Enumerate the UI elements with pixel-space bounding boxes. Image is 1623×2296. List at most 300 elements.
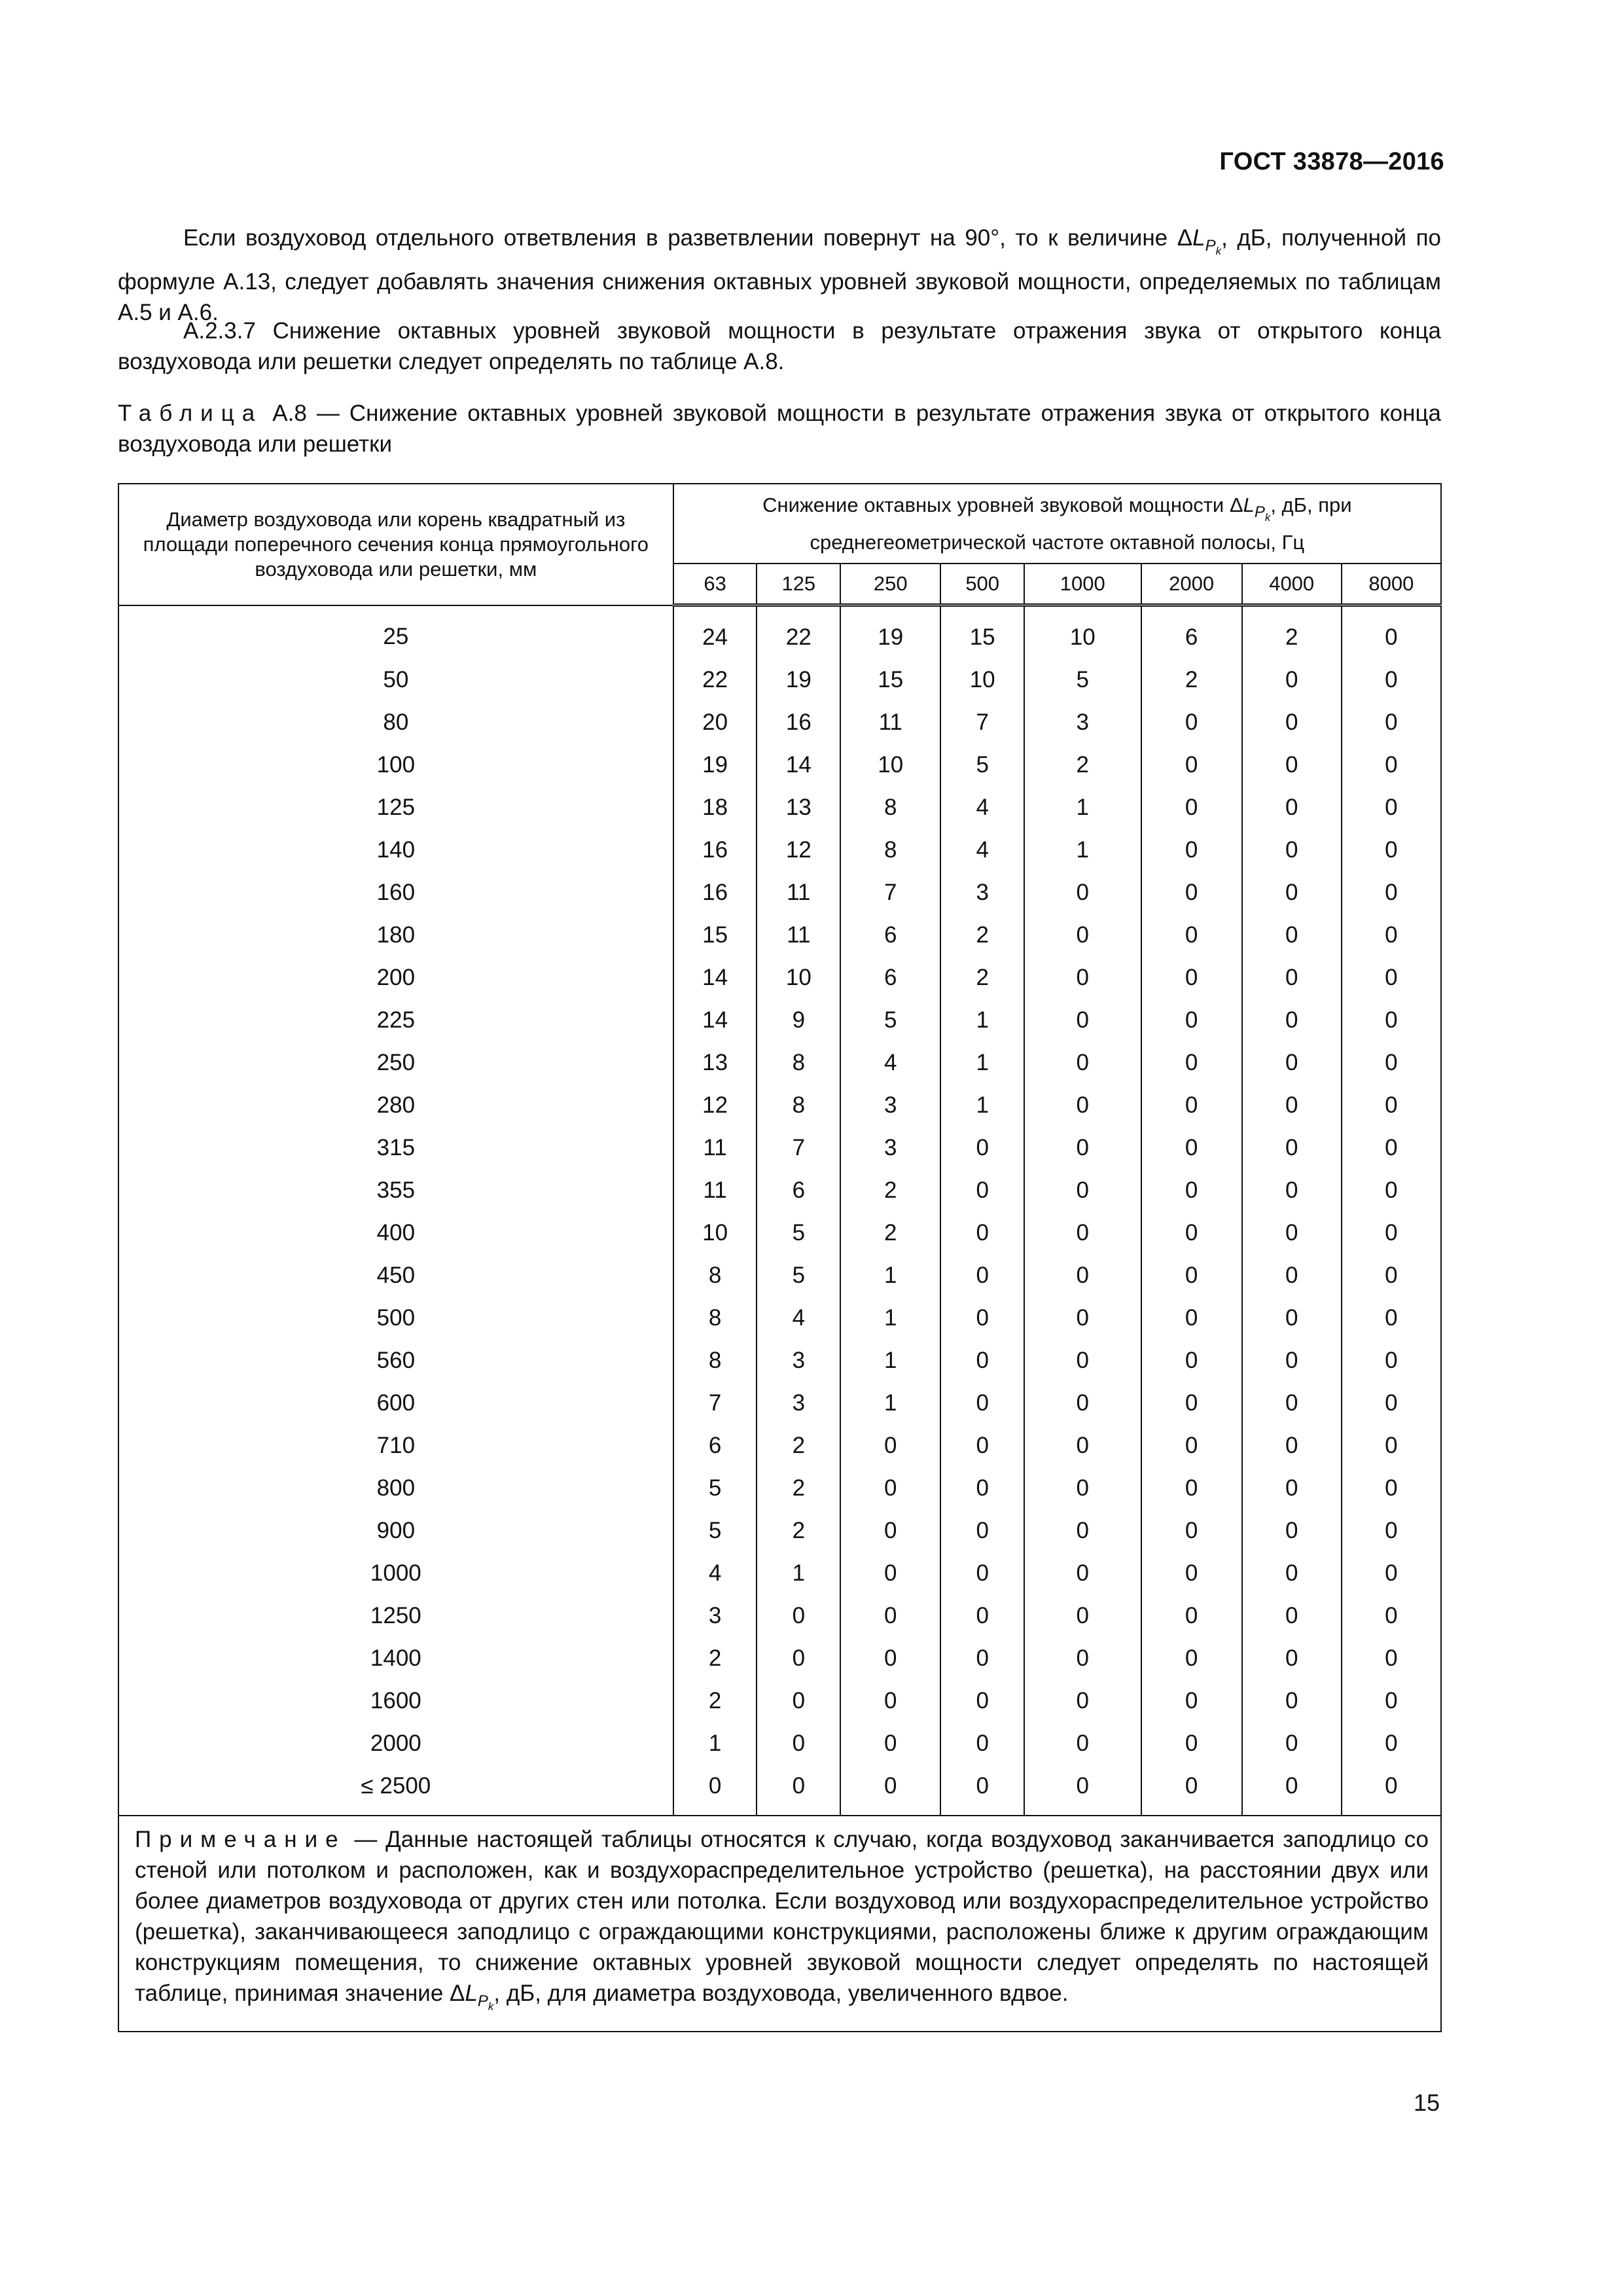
value-cell: 0: [1141, 1297, 1242, 1339]
value-cell: 0: [1242, 1637, 1342, 1679]
value-cell: 7: [673, 1382, 757, 1424]
value-cell: 0: [1024, 1637, 1141, 1679]
value-cell: 6: [673, 1424, 757, 1467]
value-cell: 0: [1342, 1254, 1441, 1297]
value-cell: 0: [1141, 1637, 1242, 1679]
value-cell: 2: [940, 956, 1024, 999]
frequency-header: 63: [673, 564, 757, 605]
value-cell: 0: [1342, 1679, 1441, 1722]
value-cell: 0: [1024, 1297, 1141, 1339]
value-cell: 0: [940, 1424, 1024, 1467]
value-cell: 0: [940, 1552, 1024, 1594]
value-cell: 20: [673, 701, 757, 744]
value-cell: 0: [840, 1722, 940, 1765]
value-cell: 2: [1024, 744, 1141, 786]
table-row: [118, 1467, 1441, 1509]
value-cell: 7: [840, 871, 940, 914]
value-cell: 22: [673, 658, 757, 701]
value-cell: 0: [1024, 914, 1141, 956]
value-cell: 10: [1024, 605, 1141, 659]
column-header-reduction: Снижение октавных уровней звуковой мощности $\Delta L_{P_k}$, дБ, при среднегеометрической частоте октавной полосы, Гц: [673, 484, 1441, 564]
diameter-cell: 500: [118, 1297, 673, 1339]
value-cell: 0: [840, 1552, 940, 1594]
value-cell: 0: [940, 1211, 1024, 1254]
value-cell: 0: [840, 1637, 940, 1679]
value-cell: 0: [1242, 701, 1342, 744]
value-cell: 19: [757, 658, 840, 701]
table-row: [118, 1339, 1441, 1382]
value-cell: 4: [840, 1041, 940, 1084]
value-cell: 0: [1342, 999, 1441, 1041]
table-row: [118, 605, 1441, 659]
value-cell: 8: [840, 829, 940, 871]
value-cell: 4: [940, 829, 1024, 871]
value-cell: 0: [1242, 1297, 1342, 1339]
value-cell: 0: [1242, 1169, 1342, 1211]
value-cell: 0: [1141, 1084, 1242, 1126]
value-cell: 0: [1024, 1126, 1141, 1169]
value-cell: 3: [757, 1382, 840, 1424]
value-cell: 0: [1141, 1765, 1242, 1816]
value-cell: 12: [673, 1084, 757, 1126]
value-cell: 1: [1024, 829, 1141, 871]
table-row: [118, 1041, 1441, 1084]
value-cell: 8: [673, 1297, 757, 1339]
table-row: [118, 1637, 1441, 1679]
diameter-cell: 355: [118, 1169, 673, 1211]
value-cell: 0: [1342, 829, 1441, 871]
value-cell: 2: [940, 914, 1024, 956]
table-row: [118, 1594, 1441, 1637]
diameter-cell: 1400: [118, 1637, 673, 1679]
value-cell: 1: [673, 1722, 757, 1765]
value-cell: 5: [940, 744, 1024, 786]
table-row: [118, 829, 1441, 871]
value-cell: 0: [940, 1126, 1024, 1169]
value-cell: 11: [673, 1169, 757, 1211]
value-cell: 16: [673, 829, 757, 871]
value-cell: 0: [1342, 744, 1441, 786]
value-cell: 12: [757, 829, 840, 871]
value-cell: 2: [1141, 658, 1242, 701]
diameter-cell: 2000: [118, 1722, 673, 1765]
value-cell: 0: [673, 1765, 757, 1816]
value-cell: 0: [1024, 1467, 1141, 1509]
table-note: Примечание — Данные настоящей таблицы относятся к случаю, когда воздуховод заканчивается заподлицо со стеной или потолком и расположен, как и воздухораспределительное устройство (решетка), на расстоянии двух или более диаметров воздуховода от других стен или потолка. Если воздуховод или воздухораспределительное устройство (решетка), заканчивающееся заподлицо с ограждающими конструкциями, расположены ближе к другим ограждающим конструкциям помещения, то снижение октавных уровней звуковой мощности следует определять по настоящей таблице, принимая значение $\Delta L_{P_k}$, дБ, для диаметра воздуховода, увеличенного вдвое.: [118, 1816, 1441, 2032]
value-cell: 10: [840, 744, 940, 786]
value-cell: 8: [673, 1254, 757, 1297]
value-cell: 0: [940, 1509, 1024, 1552]
diameter-cell: 50: [118, 658, 673, 701]
value-cell: 7: [757, 1126, 840, 1169]
value-cell: 10: [940, 658, 1024, 701]
value-cell: 0: [1141, 1594, 1242, 1637]
value-cell: 1: [940, 999, 1024, 1041]
reduction-table: [118, 483, 1442, 2032]
table-row: [118, 1084, 1441, 1126]
frequency-header: 8000: [1342, 564, 1441, 605]
value-cell: 0: [1342, 1722, 1441, 1765]
value-cell: 2: [757, 1424, 840, 1467]
value-cell: 15: [840, 658, 940, 701]
value-cell: 0: [1342, 701, 1441, 744]
table-row: [118, 914, 1441, 956]
table-row: [118, 1211, 1441, 1254]
value-cell: 1: [840, 1382, 940, 1424]
value-cell: 4: [673, 1552, 757, 1594]
diameter-cell: 250: [118, 1041, 673, 1084]
value-cell: 1: [840, 1297, 940, 1339]
value-cell: 0: [1342, 1297, 1441, 1339]
paragraph-branch-rotation: [118, 223, 1441, 328]
value-cell: 6: [1141, 605, 1242, 659]
value-cell: 0: [1024, 1679, 1141, 1722]
value-cell: 0: [940, 1765, 1024, 1816]
table-row: [118, 871, 1441, 914]
value-cell: 13: [673, 1041, 757, 1084]
value-cell: 0: [1024, 1765, 1141, 1816]
value-cell: 2: [1242, 605, 1342, 659]
value-cell: 0: [840, 1424, 940, 1467]
table-row: [118, 1765, 1441, 1816]
value-cell: 5: [673, 1509, 757, 1552]
diameter-cell: 125: [118, 786, 673, 829]
value-cell: 8: [673, 1339, 757, 1382]
value-cell: 6: [840, 914, 940, 956]
value-cell: 0: [940, 1339, 1024, 1382]
value-cell: 0: [1024, 1509, 1141, 1552]
value-cell: 0: [1141, 1126, 1242, 1169]
value-cell: 3: [757, 1339, 840, 1382]
value-cell: 5: [840, 999, 940, 1041]
value-cell: 0: [840, 1594, 940, 1637]
value-cell: 0: [1342, 786, 1441, 829]
value-cell: 0: [1141, 1722, 1242, 1765]
diameter-cell: 450: [118, 1254, 673, 1297]
diameter-cell: 1600: [118, 1679, 673, 1722]
value-cell: 0: [1141, 1041, 1242, 1084]
value-cell: 11: [757, 914, 840, 956]
value-cell: 10: [673, 1211, 757, 1254]
value-cell: 0: [940, 1637, 1024, 1679]
value-cell: 2: [840, 1169, 940, 1211]
value-cell: 0: [1342, 1424, 1441, 1467]
value-cell: 0: [1141, 701, 1242, 744]
paragraph-text: Если воздуховод отдельного ответвления в разветвлении повернут на 90°, то к величине: [183, 225, 1177, 251]
formula-delta-lpk: $\Delta L_{P_k}$: [1229, 493, 1271, 524]
value-cell: 0: [940, 1297, 1024, 1339]
value-cell: 0: [757, 1679, 840, 1722]
frequency-header: 2000: [1141, 564, 1242, 605]
value-cell: 9: [757, 999, 840, 1041]
value-cell: 0: [1342, 1169, 1441, 1211]
value-cell: 0: [1024, 871, 1141, 914]
value-cell: 0: [1242, 999, 1342, 1041]
diameter-cell: 315: [118, 1126, 673, 1169]
formula-delta-lpk: $\Delta L_{P_k}$: [1177, 225, 1222, 257]
note-label: Примечание: [135, 1827, 346, 1852]
value-cell: 3: [940, 871, 1024, 914]
value-cell: 0: [1141, 1169, 1242, 1211]
value-cell: 0: [757, 1722, 840, 1765]
value-cell: 0: [940, 1679, 1024, 1722]
table-row: [118, 1169, 1441, 1211]
value-cell: 0: [1024, 1169, 1141, 1211]
value-cell: 0: [1141, 1211, 1242, 1254]
value-cell: 19: [840, 605, 940, 659]
value-cell: 0: [1024, 956, 1141, 999]
value-cell: 0: [1242, 1722, 1342, 1765]
value-cell: 0: [1342, 914, 1441, 956]
value-cell: 0: [1342, 1382, 1441, 1424]
value-cell: 22: [757, 605, 840, 659]
table-row: [118, 1297, 1441, 1339]
value-cell: 1: [840, 1254, 940, 1297]
value-cell: 0: [1342, 1339, 1441, 1382]
diameter-cell: 1000: [118, 1552, 673, 1594]
diameter-cell: 900: [118, 1509, 673, 1552]
value-cell: 0: [940, 1254, 1024, 1297]
value-cell: 0: [1024, 1424, 1141, 1467]
caption-label: Таблица: [118, 401, 263, 426]
frequency-header: 4000: [1242, 564, 1342, 605]
value-cell: 0: [1242, 1467, 1342, 1509]
value-cell: 0: [1242, 829, 1342, 871]
diameter-cell: 400: [118, 1211, 673, 1254]
value-cell: 0: [1024, 1382, 1141, 1424]
value-cell: 0: [1242, 1594, 1342, 1637]
value-cell: 0: [1342, 1765, 1441, 1816]
value-cell: 0: [1342, 1084, 1441, 1126]
table-row: [118, 1509, 1441, 1552]
value-cell: 14: [673, 956, 757, 999]
value-cell: 0: [940, 1467, 1024, 1509]
value-cell: 0: [1242, 658, 1342, 701]
table-row: [118, 1126, 1441, 1169]
value-cell: 15: [673, 914, 757, 956]
value-cell: 14: [673, 999, 757, 1041]
value-cell: 16: [673, 871, 757, 914]
frequency-header: 500: [940, 564, 1024, 605]
table-row: [118, 1382, 1441, 1424]
frequency-header: 125: [757, 564, 840, 605]
value-cell: 0: [1141, 1679, 1242, 1722]
diameter-cell: 800: [118, 1467, 673, 1509]
value-cell: 0: [1024, 1594, 1141, 1637]
value-cell: 0: [1242, 1679, 1342, 1722]
value-cell: 1: [840, 1339, 940, 1382]
value-cell: 16: [757, 701, 840, 744]
diameter-cell: 225: [118, 999, 673, 1041]
table-row: [118, 701, 1441, 744]
value-cell: 0: [1242, 1041, 1342, 1084]
value-cell: 0: [1242, 1339, 1342, 1382]
value-cell: 0: [757, 1637, 840, 1679]
value-cell: 8: [840, 786, 940, 829]
value-cell: 4: [940, 786, 1024, 829]
value-cell: 0: [1141, 914, 1242, 956]
value-cell: 3: [1024, 701, 1141, 744]
table-row: [118, 1679, 1441, 1722]
value-cell: 15: [940, 605, 1024, 659]
value-cell: 0: [1342, 871, 1441, 914]
value-cell: 0: [1024, 1552, 1141, 1594]
frequency-header: 250: [840, 564, 940, 605]
value-cell: 0: [1024, 1211, 1141, 1254]
value-cell: 11: [673, 1126, 757, 1169]
value-cell: 0: [1024, 1722, 1141, 1765]
table-row: [118, 1552, 1441, 1594]
value-cell: 13: [757, 786, 840, 829]
value-cell: 0: [1024, 999, 1141, 1041]
caption-text: А.8 — Снижение октавных уровней звуковой мощности в результате отражения звука от открытого конца воздуховода или решетки: [118, 401, 1441, 457]
value-cell: 2: [757, 1467, 840, 1509]
value-cell: 0: [1141, 956, 1242, 999]
value-cell: 1: [757, 1552, 840, 1594]
diameter-cell: 160: [118, 871, 673, 914]
value-cell: 0: [840, 1509, 940, 1552]
value-cell: 0: [840, 1765, 940, 1816]
value-cell: 14: [757, 744, 840, 786]
table-row: [118, 744, 1441, 786]
value-cell: 0: [1024, 1084, 1141, 1126]
value-cell: 3: [840, 1126, 940, 1169]
diameter-cell: 1250: [118, 1594, 673, 1637]
value-cell: 0: [1242, 1552, 1342, 1594]
value-cell: 0: [1141, 744, 1242, 786]
value-cell: 0: [1342, 658, 1441, 701]
value-cell: 0: [1141, 1382, 1242, 1424]
diameter-cell: 25: [118, 605, 673, 659]
value-cell: 6: [757, 1169, 840, 1211]
column-header-diameter: Диаметр воздуховода или корень квадратный из площади поперечного сечения конца прямоугольного воздуховода или решетки, мм: [118, 484, 673, 605]
value-cell: 5: [757, 1211, 840, 1254]
formula-delta-lpk: $\Delta L_{P_k}$: [450, 1981, 494, 2013]
value-cell: 1: [1024, 786, 1141, 829]
table-row: [118, 1424, 1441, 1467]
value-cell: 0: [1342, 1552, 1441, 1594]
diameter-cell: 710: [118, 1424, 673, 1467]
value-cell: 0: [1342, 1594, 1441, 1637]
value-cell: 0: [1141, 1552, 1242, 1594]
value-cell: 0: [1342, 1509, 1441, 1552]
value-cell: 0: [1242, 956, 1342, 999]
value-cell: 5: [1024, 658, 1141, 701]
value-cell: 0: [1024, 1339, 1141, 1382]
value-cell: 0: [840, 1467, 940, 1509]
value-cell: 0: [1242, 786, 1342, 829]
diameter-cell: 280: [118, 1084, 673, 1126]
value-cell: 0: [1141, 829, 1242, 871]
value-cell: 5: [673, 1467, 757, 1509]
value-cell: 18: [673, 786, 757, 829]
paragraph-text: , дБ, полученной по формуле А.13, следует добавлять значения снижения октавных уровней звуковой мощности, определяемых по таблицам А.5 и А.6.: [118, 225, 1441, 325]
value-cell: 0: [940, 1169, 1024, 1211]
value-cell: 0: [1242, 1424, 1342, 1467]
value-cell: 11: [840, 701, 940, 744]
table-caption: [118, 398, 1441, 459]
value-cell: 0: [1141, 1467, 1242, 1509]
table-row: [118, 1722, 1441, 1765]
diameter-cell: 80: [118, 701, 673, 744]
value-cell: 2: [757, 1509, 840, 1552]
value-cell: 6: [840, 956, 940, 999]
value-cell: 0: [1242, 1211, 1342, 1254]
value-cell: 0: [1141, 1339, 1242, 1382]
value-cell: 0: [757, 1765, 840, 1816]
value-cell: 0: [1342, 956, 1441, 999]
value-cell: 0: [1342, 1467, 1441, 1509]
value-cell: 2: [673, 1679, 757, 1722]
value-cell: 0: [1342, 1041, 1441, 1084]
value-cell: 0: [757, 1594, 840, 1637]
value-cell: 0: [1242, 1382, 1342, 1424]
table-row: [118, 1254, 1441, 1297]
value-cell: 0: [1141, 871, 1242, 914]
value-cell: 2: [840, 1211, 940, 1254]
value-cell: 0: [1242, 1126, 1342, 1169]
value-cell: 0: [1024, 1041, 1141, 1084]
value-cell: 0: [1242, 1254, 1342, 1297]
value-cell: 19: [673, 744, 757, 786]
value-cell: 1: [940, 1084, 1024, 1126]
table-row: [118, 956, 1441, 999]
value-cell: 0: [840, 1679, 940, 1722]
value-cell: 0: [1342, 1126, 1441, 1169]
value-cell: 1: [940, 1041, 1024, 1084]
table-row: [118, 786, 1441, 829]
value-cell: 0: [1242, 744, 1342, 786]
value-cell: 0: [1342, 1637, 1441, 1679]
value-cell: 5: [757, 1254, 840, 1297]
frequency-header: 1000: [1024, 564, 1141, 605]
diameter-cell: 200: [118, 956, 673, 999]
table-row: [118, 658, 1441, 701]
page-number: 15: [1413, 2089, 1440, 2116]
value-cell: 10: [757, 956, 840, 999]
value-cell: 11: [757, 871, 840, 914]
paragraph-a237: А.2.3.7 Снижение октавных уровней звуковой мощности в результате отражения звука от открытого конца воздуховода или решетки следует определять по таблице А.8.: [118, 318, 1441, 374]
value-cell: 0: [1342, 605, 1441, 659]
value-cell: 3: [673, 1594, 757, 1637]
value-cell: 0: [940, 1382, 1024, 1424]
document-code: ГОСТ 33878—2016: [1219, 148, 1444, 175]
value-cell: 4: [757, 1297, 840, 1339]
value-cell: 2: [673, 1637, 757, 1679]
value-cell: 0: [1024, 1254, 1141, 1297]
value-cell: 0: [1242, 871, 1342, 914]
diameter-cell: 180: [118, 914, 673, 956]
table-row: [118, 999, 1441, 1041]
value-cell: 0: [1242, 1509, 1342, 1552]
value-cell: 0: [1141, 999, 1242, 1041]
value-cell: 7: [940, 701, 1024, 744]
value-cell: 8: [757, 1084, 840, 1126]
value-cell: 0: [940, 1722, 1024, 1765]
value-cell: 0: [1242, 1765, 1342, 1816]
diameter-cell: ≤ 2500: [118, 1765, 673, 1816]
value-cell: 0: [1141, 1424, 1242, 1467]
value-cell: 0: [940, 1594, 1024, 1637]
value-cell: 0: [1141, 1254, 1242, 1297]
value-cell: 0: [1342, 1211, 1441, 1254]
diameter-cell: 560: [118, 1339, 673, 1382]
value-cell: 0: [1141, 1509, 1242, 1552]
value-cell: 0: [1242, 1084, 1342, 1126]
diameter-cell: 600: [118, 1382, 673, 1424]
value-cell: 8: [757, 1041, 840, 1084]
diameter-cell: 100: [118, 744, 673, 786]
